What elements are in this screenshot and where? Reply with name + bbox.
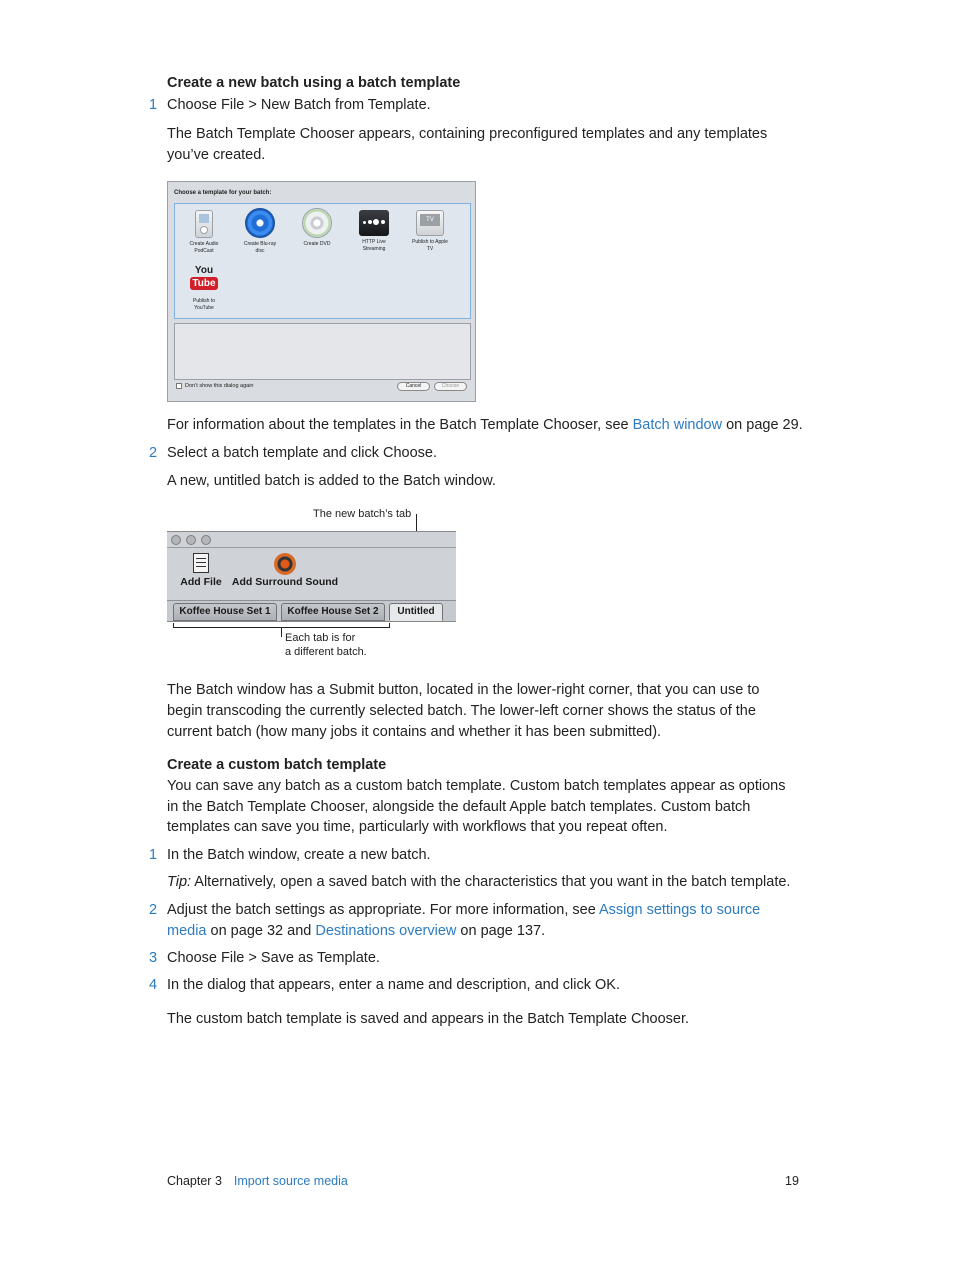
paragraph: current batch (how many jobs it contains and whether it has been submitted). bbox=[167, 724, 662, 740]
paragraph: in the Batch Template Chooser, alongside the default Apple batch templates. Custom batch bbox=[167, 799, 751, 815]
chapter-number: Chapter 3 bbox=[167, 1174, 222, 1188]
template-label: Create DVD bbox=[303, 241, 331, 247]
tip-label: Tip: bbox=[167, 874, 192, 890]
batch-template-chooser-screenshot bbox=[167, 181, 476, 402]
step-text bbox=[167, 900, 760, 921]
template-audio-podcast[interactable] bbox=[176, 210, 232, 255]
template-label: disc bbox=[255, 248, 265, 254]
paragraph: A new, untitled batch is added to the Batch window. bbox=[167, 473, 496, 489]
step-text: Choose File > New Batch from Template. bbox=[167, 97, 431, 113]
close-window-icon[interactable] bbox=[171, 535, 181, 545]
assign-settings-link[interactable]: Assign settings to source bbox=[599, 902, 761, 918]
add-file-label: Add File bbox=[180, 576, 222, 588]
step-text-part: on page 137. bbox=[456, 923, 546, 939]
callout-new-tab: The new batch’s tab bbox=[313, 508, 412, 520]
tab-koffee-house-set-1[interactable]: Koffee House Set 1 bbox=[173, 603, 277, 621]
step-text: In the dialog that appears, enter a name and description, and click OK. bbox=[167, 977, 620, 993]
step-text: Choose File > Save as Template. bbox=[167, 950, 380, 966]
paragraph: You can save any batch as a custom batch template. Custom batch templates appear as options bbox=[167, 778, 786, 794]
bracket-pointer bbox=[281, 627, 282, 637]
step-text: Select a batch template and click Choose. bbox=[167, 445, 438, 461]
minimize-window-icon[interactable] bbox=[186, 535, 196, 545]
template-grid bbox=[174, 203, 471, 319]
callout-each-tab: a different batch. bbox=[285, 646, 367, 658]
tip-text: Alternatively, open a saved batch with the characteristics that you want in the batch template. bbox=[191, 874, 791, 890]
step-number: 2 bbox=[149, 902, 158, 918]
page-number: 19 bbox=[785, 1174, 799, 1188]
template-label: Publish to Apple bbox=[412, 239, 448, 245]
step-number: 3 bbox=[149, 950, 158, 966]
checkbox-label: Don’t show this dialog again bbox=[185, 383, 254, 389]
surround-sound-icon bbox=[274, 553, 296, 575]
dont-show-option[interactable] bbox=[176, 383, 254, 389]
template-label: YouTube bbox=[194, 305, 214, 311]
template-label: Publish to bbox=[193, 298, 215, 304]
info-text: For information about the templates in the Batch Template Chooser, see bbox=[167, 417, 633, 433]
info-paragraph bbox=[167, 415, 803, 436]
assign-settings-link-continued[interactable]: media bbox=[167, 923, 207, 939]
step-number: 2 bbox=[149, 445, 158, 461]
ipod-icon bbox=[195, 210, 213, 238]
choose-button[interactable]: Choose bbox=[434, 382, 467, 391]
batch-tab-bar bbox=[167, 600, 456, 621]
step-text-part: Adjust the batch settings as appropriate. For more information, see bbox=[167, 902, 600, 918]
batch-window-link[interactable]: Batch window bbox=[632, 417, 723, 433]
template-youtube[interactable] bbox=[176, 265, 232, 312]
youtube-icon bbox=[190, 265, 218, 295]
section-heading-new-batch: Create a new batch using a batch template bbox=[167, 75, 461, 91]
paragraph: The custom batch template is saved and appears in the Batch Template Chooser. bbox=[167, 1011, 690, 1027]
dvd-disc-icon bbox=[302, 208, 332, 238]
step-text: In the Batch window, create a new batch. bbox=[167, 847, 431, 863]
info-text: on page 29. bbox=[722, 417, 803, 433]
apple-tv-logo: TV bbox=[420, 214, 440, 226]
step-text-continued bbox=[167, 921, 545, 942]
chapter-title-link[interactable]: Import source media bbox=[233, 1174, 348, 1188]
titlebar-divider bbox=[167, 547, 456, 548]
add-surround-sound-label: Add Surround Sound bbox=[231, 576, 339, 588]
page-footer bbox=[167, 1174, 348, 1188]
cancel-button[interactable]: Cancel bbox=[397, 382, 430, 391]
step-text-part: on page 32 and bbox=[206, 923, 316, 939]
blu-ray-disc-icon bbox=[245, 208, 275, 238]
youtube-logo-tube: Tube bbox=[192, 278, 216, 289]
template-http-live-streaming[interactable] bbox=[346, 210, 402, 253]
dont-show-checkbox[interactable] bbox=[176, 383, 182, 389]
step-number: 4 bbox=[149, 977, 158, 993]
paragraph: you’ve created. bbox=[167, 147, 266, 163]
batch-window-screenshot bbox=[167, 531, 456, 622]
step-number: 1 bbox=[149, 97, 158, 113]
bracket-right bbox=[389, 623, 390, 628]
template-label: TV bbox=[426, 246, 434, 252]
chooser-heading: Choose a template for your batch: bbox=[174, 190, 272, 196]
add-surround-sound-button[interactable] bbox=[231, 553, 339, 588]
apple-tv-icon bbox=[416, 210, 444, 236]
template-label: Create Blu-ray bbox=[243, 241, 277, 247]
paragraph: The Batch window has a Submit button, located in the lower-right corner, that you can use to bbox=[167, 682, 760, 698]
template-blu-ray[interactable] bbox=[232, 208, 288, 255]
template-label: Streaming bbox=[362, 246, 386, 252]
youtube-logo-you: You bbox=[194, 265, 214, 276]
template-label: HTTP Live bbox=[362, 239, 386, 245]
paragraph: The Batch Template Chooser appears, containing preconfigured templates and any templates bbox=[167, 126, 768, 142]
destinations-overview-link[interactable]: Destinations overview bbox=[315, 923, 457, 939]
tab-untitled[interactable]: Untitled bbox=[389, 603, 443, 621]
template-description-area bbox=[174, 323, 471, 380]
step-number: 1 bbox=[149, 847, 158, 863]
section-heading-custom-template: Create a custom batch template bbox=[167, 757, 387, 773]
template-apple-tv[interactable] bbox=[402, 210, 458, 253]
http-streaming-icon bbox=[359, 210, 389, 236]
add-file-icon bbox=[193, 553, 209, 573]
paragraph: templates can save you time, particularly with workflows that you repeat often. bbox=[167, 819, 668, 835]
add-file-button[interactable] bbox=[177, 553, 225, 588]
paragraph: begin transcoding the currently selected batch. The lower-left corner shows the status of the bbox=[167, 703, 756, 719]
template-label: Create Audio bbox=[189, 241, 219, 247]
callout-each-tab: Each tab is for bbox=[285, 632, 356, 644]
template-label: PodCast bbox=[194, 248, 214, 254]
tab-koffee-house-set-2[interactable]: Koffee House Set 2 bbox=[281, 603, 385, 621]
tip-paragraph bbox=[167, 872, 790, 893]
zoom-window-icon[interactable] bbox=[201, 535, 211, 545]
template-dvd[interactable] bbox=[289, 208, 345, 248]
